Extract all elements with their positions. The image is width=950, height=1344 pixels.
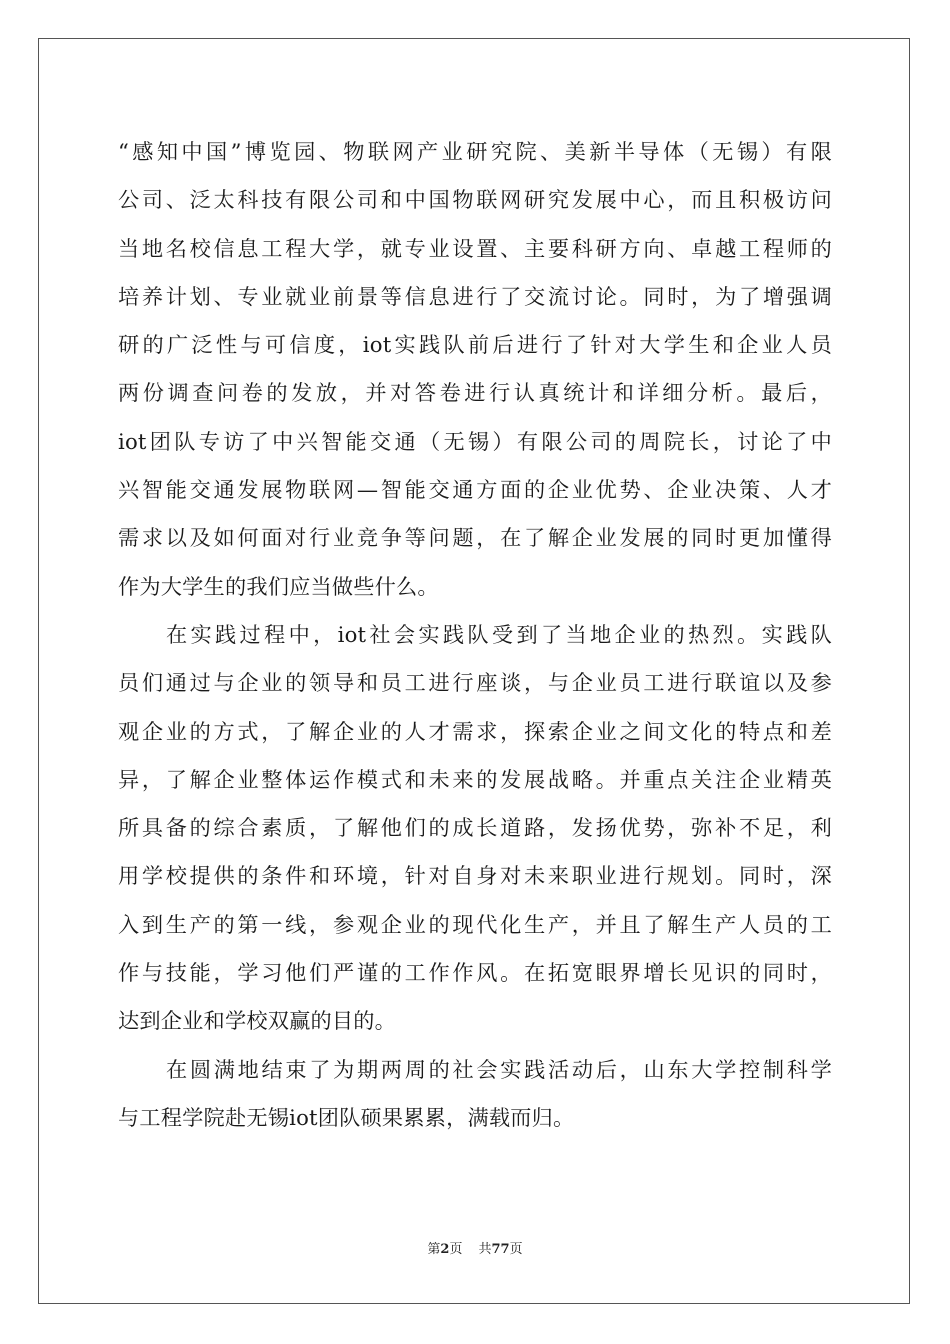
text-line: 观企业的方式，了解企业的人才需求，探索企业之间文化的特点和差: [118, 718, 832, 744]
text-line: 员们通过与企业的领导和员工进行座谈，与企业员工进行联谊以及参: [118, 670, 832, 696]
text-line: 作与技能，学习他们严谨的工作作风。在拓宽眼界增长见识的同时，: [118, 960, 832, 986]
text-line: 培养计划、专业就业前景等信息进行了交流讨论。同时，为了增强调: [118, 283, 832, 309]
page-suffix: 页: [449, 1242, 463, 1257]
text-line: 异，了解企业整体运作模式和未来的发展战略。并重点关注企业精英: [118, 766, 832, 792]
text-line: 作为大学生的我们应当做些什么。: [118, 573, 439, 599]
text-line: 公司、泛太科技有限公司和中国物联网研究发展中心，而且积极访问: [118, 187, 832, 213]
page-prefix: 第: [427, 1242, 441, 1257]
text-line: 与工程学院赴无锡iot团队硕果累累，满载而归。: [118, 1104, 575, 1130]
paragraph-first-line: 在圆满地结束了为期两周的社会实践活动后，山东大学控制科学: [166, 1056, 832, 1082]
text-line: 当地名校信息工程大学，就专业设置、主要科研方向、卓越工程师的: [118, 235, 832, 261]
text-line: 需求以及如何面对行业竞争等问题，在了解企业发展的同时更加懂得: [118, 525, 832, 551]
total-page-count: 77: [491, 1242, 510, 1257]
current-page-number: 2: [440, 1242, 450, 1257]
paragraph-first-line: 在实践过程中，iot社会实践队受到了当地企业的热烈。实践队: [166, 621, 832, 647]
text-line: 用学校提供的条件和环境，针对自身对未来职业进行规划。同时，深: [118, 863, 832, 889]
total-prefix: 共: [478, 1242, 492, 1257]
text-line: 所具备的综合素质，了解他们的成长道路，发扬优势，弥补不足，利: [118, 815, 832, 841]
text-line: 两份调查问卷的发放，并对答卷进行认真统计和详细分析。最后，: [118, 380, 832, 406]
total-suffix: 页: [509, 1242, 523, 1257]
text-line: 达到企业和学校双赢的目的。: [118, 1008, 397, 1034]
document-body: [118, 128, 832, 1142]
text-line: iot团队专访了中兴智能交通（无锡）有限公司的周院长，讨论了中: [118, 428, 832, 454]
text-line: 入到生产的第一线，参观企业的现代化生产，并且了解生产人员的工: [118, 911, 832, 937]
text-line: “感知中国”博览园、物联网产业研究院、美新半导体（无锡）有限: [118, 139, 832, 164]
text-line: 兴智能交通发展物联网—智能交通方面的企业优势、企业决策、人才: [118, 477, 832, 503]
text-line: 研的广泛性与可信度，iot实践队前后进行了针对大学生和企业人员: [118, 332, 832, 358]
page-number-footer: [0, 1238, 950, 1257]
